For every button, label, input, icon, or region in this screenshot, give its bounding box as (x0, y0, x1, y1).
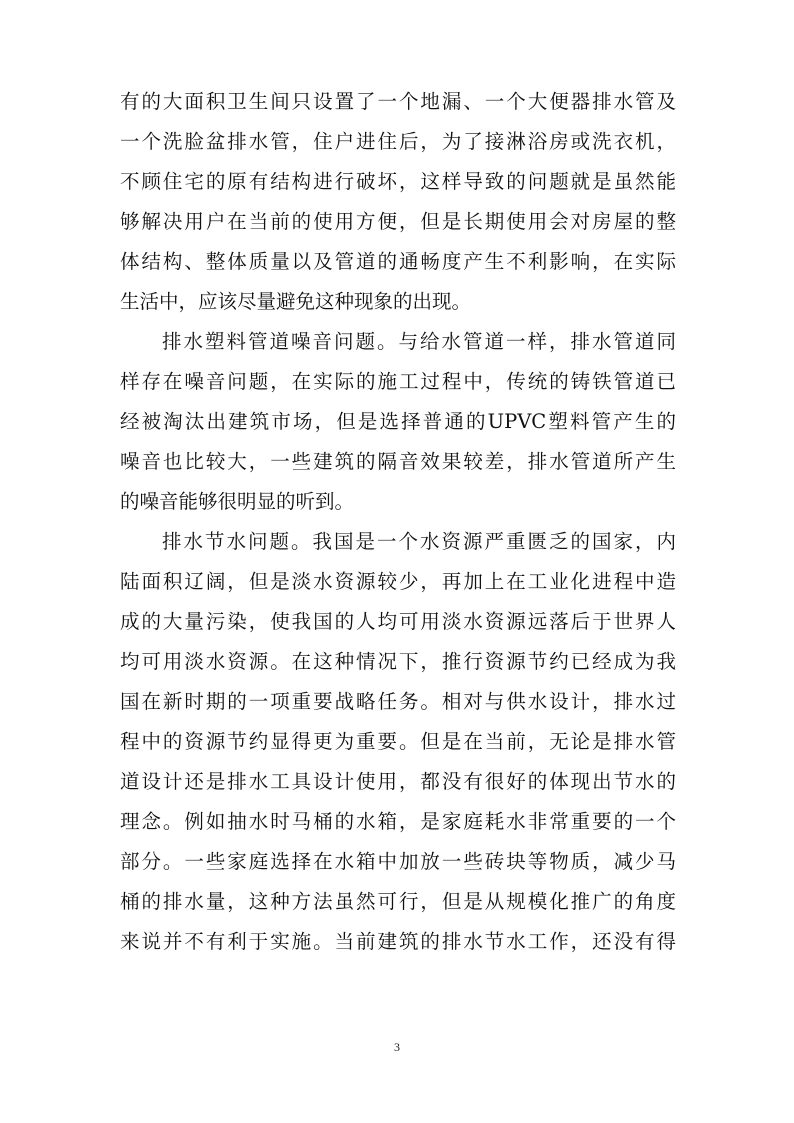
text-line: 样存在噪音问题，在实际的施工过程中，传统的铸铁管道已 (120, 370, 676, 393)
text-line: 陆面积辽阔，但是淡水资源较少，再加上在工业化进程中造 (120, 570, 676, 593)
text-line: 够解决用户在当前的使用方便，但是长期使用会对房屋的整 (120, 210, 676, 233)
text-line: 程中的资源节约显得更为重要。但是在当前，无论是排水管 (120, 730, 676, 753)
page-number: 3 (394, 1040, 400, 1054)
text-line: 来说并不有利于实施。当前建筑的排水节水工作，还没有得 (120, 930, 676, 953)
text-line: 成的大量污染，使我国的人均可用淡水资源远落后于世界人 (120, 610, 676, 633)
document-body (120, 82, 676, 962)
text-line: 桶的排水量，这种方法虽然可行，但是从规模化推广的角度 (120, 890, 676, 913)
text-line: 部分。一些家庭选择在水箱中加放一些砖块等物质，减少马 (120, 850, 676, 873)
text-line: 经被淘汰出建筑市场，但是选择普通的UPVC塑料管产生的 (120, 410, 676, 433)
text-line: 体结构、整体质量以及管道的通畅度产生不利影响，在实际 (120, 250, 676, 273)
text-line: 的噪音能够很明显的听到。 (120, 490, 355, 513)
text-line: 一个洗脸盆排水管，住户进住后，为了接淋浴房或洗衣机， (120, 130, 676, 153)
paragraph-water-saving (120, 522, 676, 962)
text-line: 不顾住宅的原有结构进行破坏，这样导致的问题就是虽然能 (120, 170, 676, 193)
text-line: 排水节水问题。我国是一个水资源严重匮乏的国家，内 (162, 530, 676, 553)
text-line: 排水塑料管道噪音问题。与给水管道一样，排水管道同 (162, 330, 676, 353)
paragraph-continued (120, 82, 676, 322)
text-line: 理念。例如抽水时马桶的水箱，是家庭耗水非常重要的一个 (120, 810, 676, 833)
text-line: 均可用淡水资源。在这种情况下，推行资源节约已经成为我 (120, 650, 676, 673)
text-line: 有的大面积卫生间只设置了一个地漏、一个大便器排水管及 (120, 90, 676, 113)
text-line: 道设计还是排水工具设计使用，都没有很好的体现出节水的 (120, 770, 676, 793)
paragraph-drainage-noise (120, 322, 676, 522)
text-line: 噪音也比较大，一些建筑的隔音效果较差，排水管道所产生 (120, 450, 676, 473)
text-line: 生活中，应该尽量避免这种现象的出现。 (120, 290, 472, 313)
text-line: 国在新时期的一项重要战略任务。相对与供水设计，排水过 (120, 690, 676, 713)
